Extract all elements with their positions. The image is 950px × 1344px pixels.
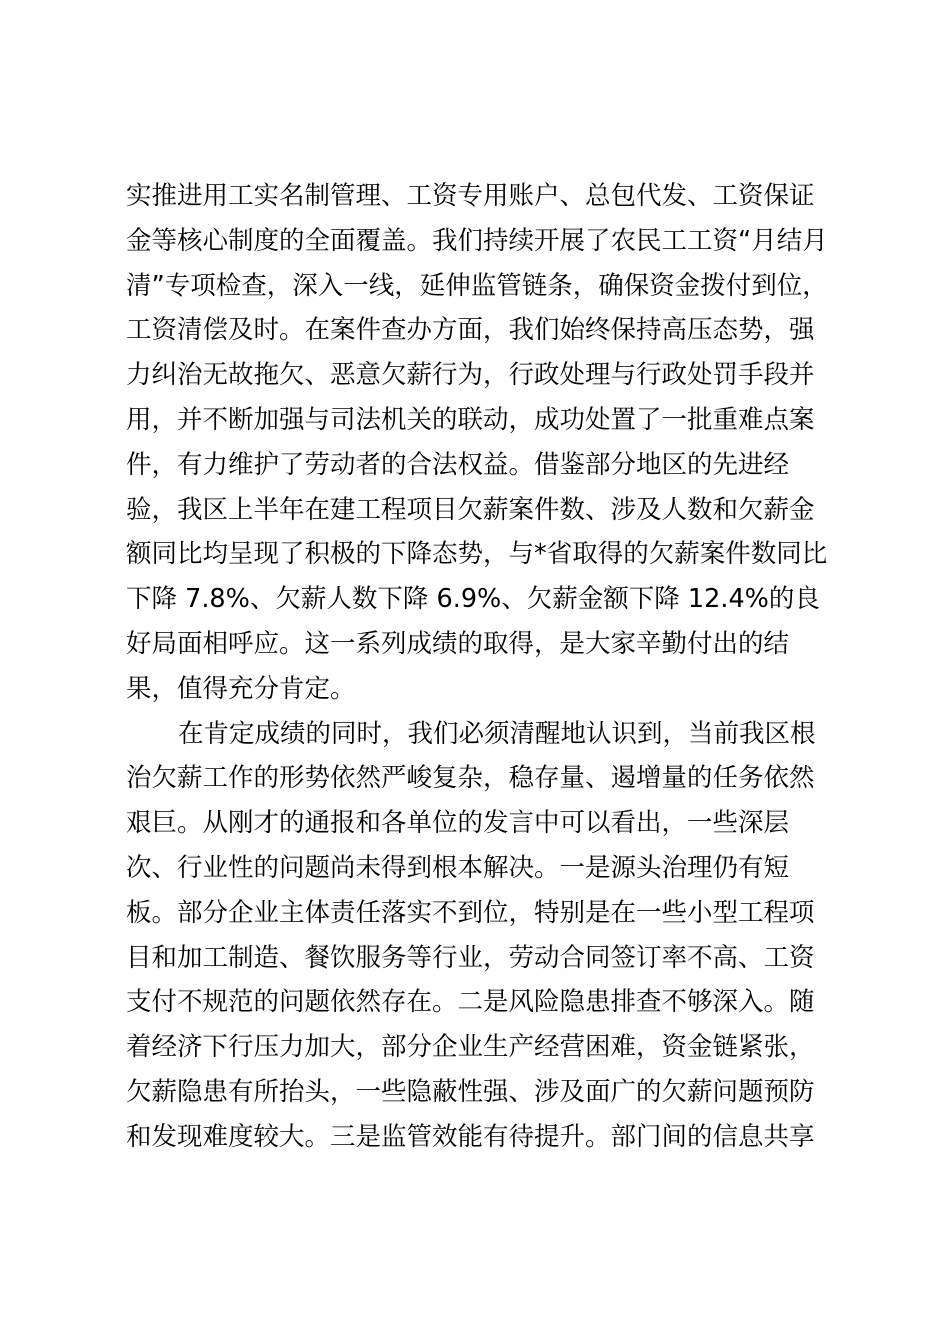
text-line: 验，我区上半年在建工程项目欠薪案件数、涉及人数和欠薪金: [126, 494, 815, 525]
text-line: 工资清偿及时。在案件查办方面，我们始终保持高压态势，强: [126, 315, 815, 346]
text-line: 着经济下行压力加大，部分企业生产经营困难，资金链紧张，: [126, 1032, 815, 1063]
text-line: 金等核心制度的全面覆盖。我们持续开展了农民工工资“月结月: [126, 225, 828, 256]
text-line: 力纠治无故拖欠、恶意欠薪行为，行政处理与行政处罚手段并: [126, 360, 815, 391]
text-line: 欠薪隐患有所抬头，一些隐蔽性强、涉及面广的欠薪问题预防: [126, 1076, 815, 1107]
text-line: 艰巨。从刚才的通报和各单位的发言中可以看出，一些深层: [126, 808, 790, 839]
text-line: 果，值得充分肯定。: [126, 673, 356, 704]
text-line: 额同比均呈现了积极的下降态势，与*省取得的欠薪案件数同比: [126, 539, 828, 570]
text-line: 和发现难度较大。三是监管效能有待提升。部门间的信息共享: [126, 1121, 815, 1152]
text-line: 板。部分企业主体责任落实不到位，特别是在一些小型工程项: [126, 897, 815, 928]
text-line: 好局面相呼应。这一系列成绩的取得，是大家辛勤付出的结: [126, 628, 790, 659]
text-line: 目和加工制造、餐饮服务等行业，劳动合同签订率不高、工资: [126, 942, 815, 973]
text-line: 件，有力维护了劳动者的合法权益。借鉴部分地区的先进经: [126, 449, 790, 480]
text-line: 清”专项检查，深入一线，延伸监管链条，确保资金拨付到位，: [126, 270, 828, 301]
text-line: 实推进用工实名制管理、工资专用账户、总包代发、工资保证: [126, 181, 815, 211]
text-line: 下降 7.8%、欠薪人数下降 6.9%、欠薪金额下降 12.4%的良: [126, 584, 820, 615]
text-line: 支付不规范的问题依然存在。二是风险隐患排查不够深入。随: [126, 987, 815, 1018]
text-line: 治欠薪工作的形势依然严峻复杂，稳存量、遏增量的任务依然: [126, 763, 815, 794]
text-line: 用，并不断加强与司法机关的联动，成功处置了一批重难点案: [126, 404, 815, 435]
body-text: [126, 174, 826, 1160]
paragraph-start-line: 在肯定成绩的同时，我们必须清醒地认识到，当前我区根: [178, 718, 816, 749]
text-line: 次、行业性的问题尚未得到根本解决。一是源头治理仍有短: [126, 852, 790, 883]
